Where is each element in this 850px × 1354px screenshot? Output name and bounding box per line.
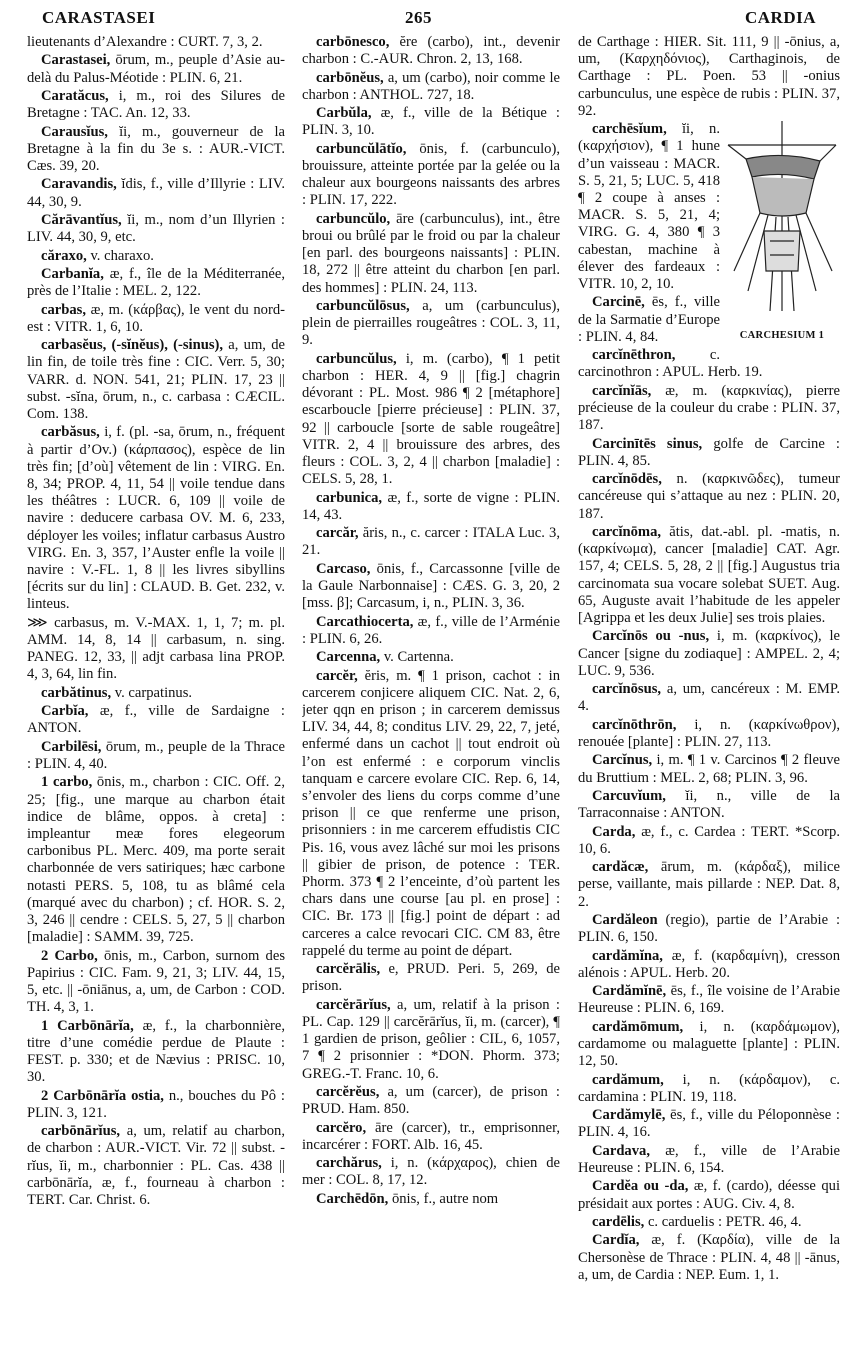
entry-definition: c. carcinothron : APUL. Herb. 19. [578, 347, 763, 381]
dictionary-entry [302, 1084, 560, 1118]
entry-definition: æ, f., ville de la Bétique : PLIN. 3, 10. [302, 105, 560, 139]
entry-definition: golfe de Carcine : PLIN. 4, 85. [578, 435, 840, 469]
entry-headword: carcĕrālis, [316, 961, 381, 978]
dictionary-entry [578, 471, 840, 523]
entry-definition: c. carduelis : PETR. 46, 4. [644, 1213, 802, 1230]
dictionary-entry [578, 717, 840, 751]
dictionary-entry [27, 1123, 285, 1209]
dictionary-entry [578, 824, 840, 858]
entry-headword: carcĭnōma, [592, 524, 662, 540]
entry-definition: a, um (carcer), de prison : PRUD. Ham. 850. [302, 1084, 560, 1118]
entry-headword: carbunica, [316, 489, 383, 506]
dictionary-entry [302, 525, 560, 559]
dictionary-entry [27, 703, 285, 737]
entry-headword: Carcuvĭum, [592, 787, 666, 804]
dictionary-entry [578, 859, 840, 911]
entry-headword: 2 Carbo, [41, 947, 98, 964]
carchesium-illustration [724, 121, 840, 347]
entry-definition: n., bouches du Pô : PLIN. 3, 121. [27, 1087, 285, 1121]
column-1 [27, 34, 285, 1344]
dictionary-entry [302, 668, 560, 960]
entry-definition: e, PRUD. Peri. 5, 269, de prison. [302, 961, 560, 995]
dictionary-entry [27, 52, 285, 86]
entry-definition: a, um (carbo), noir comme le charbon : ANTHOL. 727, 18. [302, 69, 560, 103]
entry-definition: a, um, relatif au charbon, de charbon : AUR.-VICT. Vir. 72 || subst. -rĭus, ĭi, m., charbonnier : PL. Cas. 438 || carbōnārĭa, æ, f., fourneau à charbon : TERT. Car. Christ. 6. [27, 1123, 285, 1208]
dictionary-entry [27, 685, 285, 702]
dictionary-entry [578, 524, 840, 627]
dictionary-entry [27, 88, 285, 122]
entry-definition: æ, f., ville de l’Arménie : PLIN. 6, 26. [302, 613, 560, 647]
entry-definition: æ, f., ville de l’Arabie Heureuse : PLIN. 6, 154. [578, 1142, 840, 1176]
ship-masthead-icon [724, 121, 840, 327]
entry-definition: ĭi, m., gouverneur de la Bretagne à la fin du 3e s. : AUR.-VICT. Cæs. 39, 20. [27, 123, 285, 174]
column-3 [578, 34, 840, 1344]
entry-headword: Carcaso, [316, 560, 371, 577]
dictionary-entry [578, 628, 840, 680]
entry-headword: cardēlis, [592, 1213, 645, 1230]
dictionary-entry [27, 124, 285, 176]
dictionary-entry [302, 105, 560, 139]
column-2 [302, 34, 560, 1344]
entry-headword: carbuncŭlo, [316, 210, 391, 227]
entry-headword: carcĭnōthrōn, [592, 716, 677, 733]
entry-headword: Cardava, [592, 1142, 650, 1159]
entry-definition: ēs, f., ville du Péloponnèse : PLIN. 4, 16. [578, 1107, 840, 1141]
header-right-guideword: CARDIA [745, 8, 816, 27]
entry-headword: Cardămĭnē, [592, 983, 667, 1000]
entry-definition: v. Cartenna. [380, 649, 454, 666]
entry-headword: Carcinītēs sinus, [592, 435, 703, 452]
entry-headword: Carchēdōn, [316, 1190, 389, 1207]
entry-headword: 1 Carbōnārĭa, [41, 1017, 134, 1034]
entry-headword: Carbilēsi, [41, 738, 102, 755]
dictionary-entry [578, 752, 840, 786]
dictionary-entry [302, 34, 560, 68]
entry-headword: cardămum, [592, 1071, 664, 1088]
dictionary-entry [302, 614, 560, 648]
dictionary-entry [578, 912, 840, 946]
dictionary-entry [302, 298, 560, 350]
entry-definition: ĭdis, f., ville d’Illyrie : LIV. 44, 30, 9. [27, 176, 285, 210]
entry-definition: ĭi, m., nom d’un Illyrien : LIV. 44, 30, 9, etc. [27, 211, 285, 246]
entry-definition: i, m. (καρκίνος), le Cancer [signe du zodiaque] : AMPEL. 2, 4; LUC. 9, 536. [578, 628, 840, 679]
dictionary-entry [578, 383, 840, 435]
entry-headword: carbuncŭlus, [316, 350, 397, 367]
entry-definition: ăris, n., c. carcer : ITALA Luc. 3, 21. [302, 525, 560, 559]
dictionary-entry [578, 788, 840, 822]
dictionary-entry [27, 739, 285, 773]
entry-headword: Carcĭnōs ou -nus, [592, 628, 710, 645]
entry-definition: i, m. (carbo), ¶ 1 petit charbon : HER. 4, 9 || [fig.] chagrin dévorant : PL. Most. 986 ¶ 2 [métaphore] escarboucle [pierre précieuse] : PLIN. 37, 92 || carboucle [sorte de sable rougeâtre] VITR. 2, 4 || brouissure des arbres, des fleurs : COL. 3, 2, 4 || charbon [maladie] : CELS. 5, 28, 1. [302, 350, 560, 488]
entry-definition: ōnis, m., charbon : CIC. Off. 2, 25; [fig., une marque au charbon était indice de blâme, oppos. à creta] : impleantur meæ fores elegeorum carbonibus PL. Merc. 409, ma porte serait charbonnée de vers satiriques; hæc carbone notasti PERS. 5, 108, tu as blâmé cela (marqué avec du charbon) ; cf. HOR. S. 2, 3, 246 || cendre : CELS. 5, 27, 5 || charbon [maladie] : SAMM. 39, 725. [27, 774, 285, 946]
entry-headword: carcăr, [316, 525, 359, 542]
dictionary-entry [27, 302, 285, 336]
dictionary-entry [302, 997, 560, 1083]
entry-definition: i, f. (pl. -sa, ōrum, n., fréquent à partir d’Ov.) (κάρπασος), espèce de lin très fin; [d’où] vêtement de lin : VIRG. En. 8, 34; PROP. 4, 11, 54 || voile tendue dans les théâtres : LUCR. 6, 109 || voile de navire : deducere carbasa OV. M. 6, 233, déployer les voiles; inflatur carbasus Austro VIRG. En. 3, 357, l’Auster enfle la voile || navire : V.-FL. 1, 8 || les livres sibyllins [écrits sur du lin] : CLAUD. B. Get. 232, v. linteus. [27, 424, 285, 613]
dictionary-entry [302, 961, 560, 995]
entry-definition: a, um, de lin fin, de toile très fine : CIC. Verr. 5, 30; VARR. d. NON. 541, 21; PLIN. 17, 23 || subst. -sĭna, ōrum, n., c. carbasa : CÆCIL. Com. 138. [27, 337, 285, 422]
entry-definition: i, n. (κάρδαμον), c. cardamina : PLIN. 19, 118. [578, 1071, 840, 1105]
entry-definition: i, n. (καρκίνωθρον), renouée [plante] : PLIN. 27, 113. [578, 716, 840, 750]
entry-headword: carcĕrĕus, [316, 1084, 380, 1100]
running-header [0, 8, 850, 34]
entry-definition: ⋙ carbasus, m. V.-MAX. 1, 1, 7; m. pl. AMM. 14, 8, 14 || carbasum, n. sing. PANEG. 12, 33, || adjt carbasa lina PROP. 4, 3, 64, lin fin. [27, 614, 285, 683]
entry-headword: Carausĭus, [41, 123, 108, 140]
entry-headword: carbuncŭlātĭo, [316, 140, 407, 157]
dictionary-entry [27, 34, 285, 51]
entry-headword: 1 carbo, [41, 774, 93, 791]
entry-definition: ōnis, m., Carbon, surnom des Papirius : CIC. Fam. 9, 21, 3; LIV. 44, 15, 5, etc. || -ōniānus, a, um, de Carbon : COD. TH. 4, 3, 1. [27, 947, 285, 1016]
dictionary-entry [578, 34, 840, 120]
dictionary-entry [578, 948, 840, 982]
entry-definition: ōnis, f., Carcassonne [ville de la Gaule Narbonnaise] : CÆS. G. 3, 20, 2 [mss. β]; Carcasum, i, n., PLIN. 3, 36. [302, 560, 560, 612]
entry-headword: carchēsĭum, [592, 121, 667, 138]
entry-definition: a, um, relatif à la prison : PL. Cap. 129 || carcĕrārĭus, ĭi, m. (carcer), ¶ 1 gardien de prison, geôlier : CIL, 6, 1057, 7 ¶ 2 prisonnier : *DON. Phorm. 373; GREG.-T. Franc. 10, 6. [302, 996, 560, 1082]
entry-headword: carcĭnōsus, [592, 681, 662, 698]
dictionary-entry [302, 649, 560, 666]
entry-headword: Cărāvantĭus, [41, 211, 122, 228]
entry-definition: ēs, f., ville de la Sarmatie d’Europe : PLIN. 4, 84. [578, 294, 720, 345]
entry-definition: ĕre (carbo), int., devenir charbon : C.-AUR. Chron. 2, 13, 168. [302, 34, 560, 68]
entry-definition: i, m. ¶ 1 v. Carcinos ¶ 2 fleuve du Bruttium : MEL. 2, 68; PLIN. 3, 96. [578, 752, 840, 786]
entry-headword: Carcathiocerta, [316, 613, 414, 630]
entry-headword: Cardămylē, [592, 1107, 666, 1124]
dictionary-entry [27, 266, 285, 300]
entry-definition: ārum, m. (κάρδαξ), milice perse, vaillante, mais pillarde : NEP. Dat. 8, 2. [578, 859, 840, 910]
entry-definition: ēs, f., île voisine de l’Arabie Heureuse : PLIN. 6, 169. [578, 983, 840, 1017]
dictionary-entry [27, 337, 285, 423]
dictionary-entry [27, 1018, 285, 1087]
entry-definition: ĭi, n., ville de la Tarraconnaise : ANTON. [578, 787, 840, 822]
entry-definition: lieutenants d’Alexandre : CURT. 7, 3, 2. [27, 34, 263, 50]
entry-definition: ōnis, f., autre nom [388, 1190, 499, 1207]
dictionary-entry [578, 347, 840, 381]
entry-headword: carcĕrārĭus, [316, 996, 391, 1013]
dictionary-entry [27, 774, 285, 946]
dictionary-entry [578, 983, 840, 1017]
dictionary-entry [302, 1191, 560, 1208]
entry-headword: carbas, [41, 301, 86, 318]
entry-definition: æ, f., la charbonnière, titre d’une comédie perdue de Plaute : FEST. p. 330; et de Nævius : PRISC. 10, 30. [27, 1017, 285, 1086]
entry-headword: Caravandis, [41, 176, 117, 193]
entry-definition: ĕris, m. ¶ 1 prison, cachot : in carcerem conjicere aliquem CIC. Nat. 2, 6, jeter qqn en prison ; in carcerem demissus LIV. 34, 44, 8; conditus LIV. 29, 22, 7, jeté, enfermé dans un cachot || tout endroit où l’on est enfermé : e corporum vinclis tanquam e carcere evolare CIC. Rep. 6, 14, s’envoler des liens du corps comme d’une prison || ce que renferme une prison, prisonniers : in me carcerem effudistis CIC Pis. 16, vous avez lâché sur moi les prisons || gibier de prison, de potence : TER. Phorm. 373 ¶ 2 l’enceinte, d’où partent les chars dans une course [au pl. en prose] : CIC. Br. 173 || [fig.] point de départ : ad carceres a calce revocari CIC. CM 83, être rappelé du terme au point de départ. [302, 667, 560, 959]
entry-headword: carcĕr, [316, 667, 358, 684]
entry-definition: de Carthage : HIER. Sit. 111, 9 || -ōnius, a, um, (Καρχηδόνιος), Carthaginois, de Carthage : PL. Poen. 53 || -onius carbunculus, une espèce de rubis : PLIN. 37, 92. [578, 34, 840, 119]
entry-headword: Carcĭnus, [592, 752, 653, 769]
dictionary-entry [578, 1214, 840, 1231]
dictionary-entry [302, 351, 560, 489]
entry-headword: carcĕro, [316, 1119, 367, 1136]
entry-headword: carbōnesco, [316, 34, 390, 50]
entry-headword: Carda, [592, 823, 636, 840]
entry-definition: æ, f. (cardo), déesse qui présidait aux portes : AUG. Civ. 4, 8. [578, 1178, 840, 1212]
entry-headword: Cardĕa ou -da, [592, 1178, 689, 1195]
dictionary-entry [302, 490, 560, 524]
page-number: 265 [405, 8, 432, 27]
entry-definition: v. charaxo. [86, 247, 154, 264]
dictionary-entry [578, 1072, 840, 1106]
entry-definition: æ, m. (καρκινίας), pierre précieuse de la couleur du crabe : PLIN. 37, 187. [578, 382, 840, 434]
entry-headword: carbōnĕus, [316, 69, 384, 86]
entry-definition: æ, f., ville de Sardaigne : ANTON. [27, 703, 285, 737]
entry-headword: Caratăcus, [41, 87, 109, 104]
entry-headword: carbasĕus, (-sĭnĕus), (-sinus), [41, 337, 224, 354]
entry-headword: Cardăleon [592, 911, 658, 928]
entry-headword: Carastasei, [41, 52, 111, 69]
entry-headword: carcĭnĭās, [592, 382, 652, 399]
entry-definition: a, um (carbunculus), plein de pierrailles rougeâtres : COL. 3, 11, 9. [302, 297, 560, 349]
entry-definition: ătis, dat.-abl. pl. -matis, n. (καρκίνωμα), cancer [maladie] CAT. Agr. 157, 4; CELS. 5, 28, 2 || [fig.] Augustus tria carcinomata sua vocare solebat SUET. Aug. 65, Auguste avait l’habitude de les appeler [Agrippa et les deux Julie] ses trois plaies. [578, 524, 840, 627]
entry-definition: æ, f., c. Cardea : TERT. *Scorp. 10, 6. [578, 823, 840, 857]
entry-definition: ōrum, m., peuple de la Thrace : PLIN. 4, 40. [27, 738, 285, 772]
entry-definition: æ, m. (κάρβας), le vent du nord-est : VITR. 1, 6, 10. [27, 301, 285, 335]
entry-definition: ĭi, n. (καρχήσιον), ¶ 1 hune d’un vaisseau : MACR. S. 5, 21, 5; LUC. 5, 418 ¶ 2 coupe à anses : MACR. S. 5, 21, 4; VIRG. G. 4, 380 ¶ 3 cabestan, machine à élever des fardeaux : VITR. 10, 2, 10. [578, 121, 720, 293]
entry-headword: 2 Carbōnārĭa ostia, [41, 1087, 164, 1104]
entry-definition: æ, f. (Καρδία), ville de la Chersonèse de Thrace : PLIN. 4, 48 || -ānus, a, um, de Cardia : NEP. Eum. 1, 1. [578, 1232, 840, 1283]
dictionary-entry [302, 211, 560, 297]
dictionary-entry [27, 212, 285, 246]
entry-headword: carchărus, [316, 1155, 382, 1172]
dictionary-entry [302, 1120, 560, 1154]
entry-headword: carbuncŭlōsus, [316, 297, 410, 314]
entry-definition: āre (carcer), tr., emprisonner, incarcérer : FORT. Alb. 16, 45. [302, 1119, 560, 1153]
entry-definition: a, um, cancéreux : M. EMP. 4. [578, 681, 840, 715]
entry-headword: Carcenna, [316, 649, 381, 666]
entry-headword: Carbanĭa, [41, 265, 104, 282]
dictionary-entry [27, 248, 285, 265]
dictionary-entry [27, 1088, 285, 1122]
dictionary-entry [578, 1178, 840, 1212]
entry-definition: æ, f. (καρδαμίνη), cresson alénois : APUL. Herb. 20. [578, 947, 840, 981]
dictionary-entry [302, 70, 560, 104]
entry-definition: āre (carbunculus), int., être broui ou brûlé par le froid ou par la chaleur [en parl. des bourgeons naissants] : PLIN. 18, 272 || être atteint du charbon [en parl. des hommes] : PLIN. 24, 113. [302, 210, 560, 296]
dictionary-entry [578, 1019, 840, 1071]
entry-definition: v. carpatinus. [111, 684, 193, 701]
entry-definition: i, n. (κάρχαρος), chien de mer : COL. 8, 17, 12. [302, 1155, 560, 1189]
entry-headword: Carcinē, [592, 294, 645, 311]
dictionary-entry [578, 436, 840, 470]
entry-headword: carcĭnēthron, [592, 347, 676, 364]
entry-definition: (regio), partie de l’Arabie : PLIN. 6, 150. [578, 911, 840, 946]
dictionary-entry [302, 141, 560, 210]
dictionary-entry [578, 681, 840, 715]
entry-definition: æ, f., île de la Méditerranée, près de l’Italie : MEL. 2, 122. [27, 265, 285, 300]
entry-definition: æ, f., sorte de vigne : PLIN. 14, 43. [302, 489, 560, 523]
entry-headword: Carbĭa, [41, 703, 89, 720]
entry-headword: cardăcæ, [592, 859, 649, 876]
header-left-guideword: CARASTASEI [42, 8, 156, 27]
entry-headword: cardămĭna, [592, 947, 663, 964]
dictionary-entry [302, 561, 560, 613]
dictionary-entry [27, 615, 285, 684]
entry-definition: n. (καρκινῶδες), tumeur cancéreuse qui s’attaque au nez : PLIN. 20, 187. [578, 471, 840, 522]
entry-headword: carbăsus, [41, 424, 100, 441]
dictionary-entry [578, 1232, 840, 1284]
entry-headword: cardămōmum, [592, 1018, 684, 1035]
dictionary-entry [578, 1143, 840, 1177]
entry-headword: carbătinus, [41, 684, 112, 701]
dictionary-entry [27, 948, 285, 1017]
dictionary-entry [578, 1107, 840, 1141]
dictionary-entry [27, 424, 285, 613]
entry-headword: Carbŭla, [316, 105, 372, 122]
dictionary-entry [302, 1155, 560, 1189]
entry-headword: Cardĭa, [592, 1232, 640, 1249]
figure-caption: CARCHESIUM 1 [739, 330, 825, 342]
entry-definition: i, n. (καρδάμωμον), cardamome ou malaguette [plante] : PLIN. 12, 50. [578, 1018, 840, 1070]
entry-headword: carcĭnōdēs, [592, 471, 662, 488]
entry-headword: carbōnārĭus, [41, 1123, 121, 1140]
dictionary-entry [27, 176, 285, 210]
entry-headword: căraxo, [41, 247, 87, 264]
entry-definition: ōnis, f. (carbunculo), brouissure, atteinte portée par la gelée ou la chaleur aux bourgeons naissants des arbres : PLIN. 17, 222. [302, 140, 560, 209]
entry-definition: ōrum, m., peuple d’Asie au-delà du Palus-Méotide : PLIN. 6, 21. [27, 52, 285, 86]
entry-definition: i, m., roi des Silures de Bretagne : TAC. An. 12, 33. [27, 87, 285, 122]
